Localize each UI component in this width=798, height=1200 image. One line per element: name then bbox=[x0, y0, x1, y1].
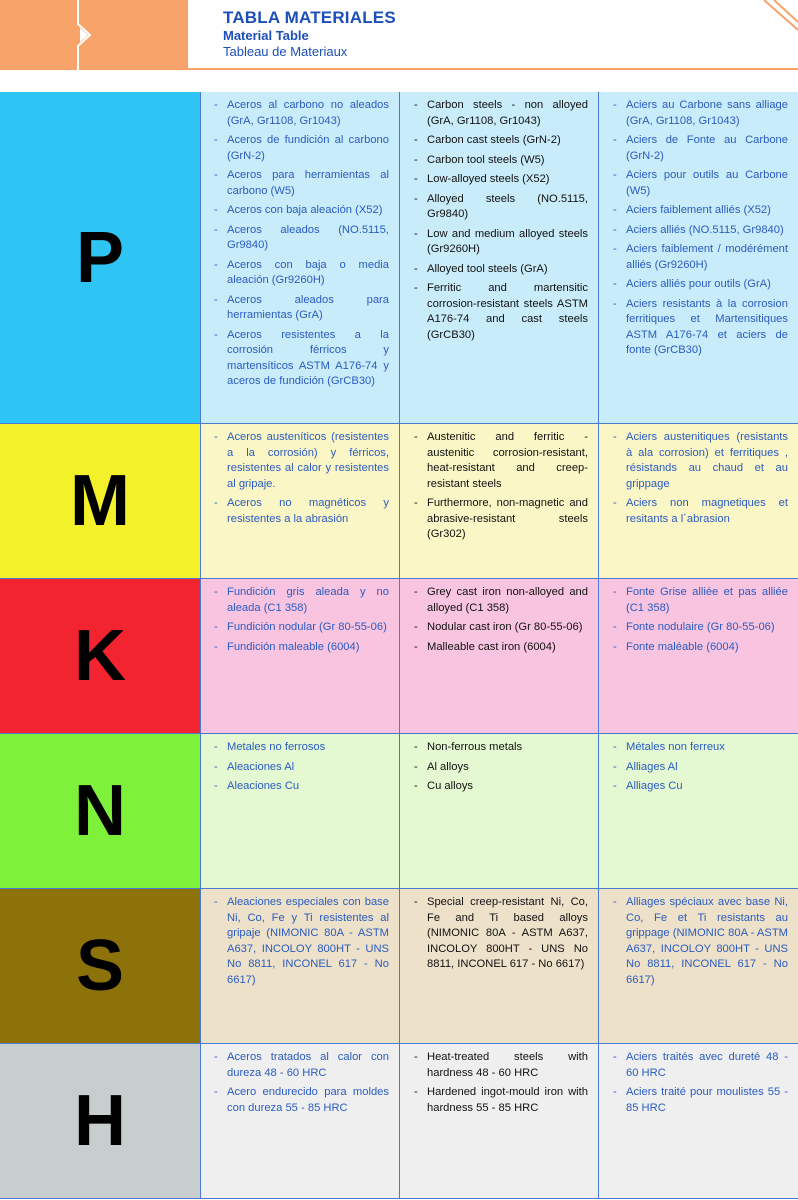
material-row-s bbox=[0, 889, 798, 1044]
material-letter: N bbox=[74, 771, 126, 851]
column-english bbox=[401, 734, 599, 888]
list-item: - Fundición maleable (6004) bbox=[211, 640, 389, 656]
list-item: - Aciers alliés (NO.5115, Gr9840) bbox=[610, 223, 788, 239]
header-underline bbox=[188, 68, 798, 70]
list-item: - Aceros con baja o media aleación (Gr9260H) bbox=[211, 258, 389, 289]
material-list bbox=[610, 740, 788, 795]
material-list bbox=[610, 585, 788, 655]
list-item: - Fundición gris aleada y no aleada (C1 358) bbox=[211, 585, 389, 616]
materials-table bbox=[0, 92, 798, 1199]
list-item: - Aleaciones Al bbox=[211, 760, 389, 776]
list-item: - Hardened ingot-mould iron with hardness 55 - 85 HRC bbox=[411, 1085, 588, 1116]
material-list bbox=[610, 98, 788, 359]
material-letter-cell bbox=[0, 734, 201, 888]
material-letter-cell bbox=[0, 1044, 201, 1198]
list-item: - Aceros no magnéticos y resistentes a la abrasión bbox=[211, 496, 389, 527]
list-item: - Fundición nodular (Gr 80-55-06) bbox=[211, 620, 389, 636]
material-letter: H bbox=[74, 1081, 126, 1161]
material-letter-cell bbox=[0, 92, 201, 423]
list-item: - Aceros con baja aleación (X52) bbox=[211, 203, 389, 219]
material-letter: S bbox=[75, 926, 125, 1006]
list-item: - Aceros tratados al calor con dureza 48 - 60 HRC bbox=[211, 1050, 389, 1081]
list-item: - Malleable cast iron (6004) bbox=[411, 640, 588, 656]
column-french bbox=[600, 1044, 798, 1198]
list-item: - Aceros para herramientas al carbono (W5) bbox=[211, 168, 389, 199]
column-english bbox=[401, 579, 599, 733]
list-item: - Ferritic and martensitic corrosion-resistant steels ASTM A176-74 and cast steels (GrCB30) bbox=[411, 281, 588, 343]
list-item: - Cu alloys bbox=[411, 779, 588, 795]
list-item: - Aciers austenitiques (resistants à ala corrosion) et ferritiques , résistands au chaud et au grippage bbox=[610, 430, 788, 492]
list-item: - Fonte maléable (6004) bbox=[610, 640, 788, 656]
list-item: - Low and medium alloyed steels (Gr9260H) bbox=[411, 227, 588, 258]
column-spanish bbox=[201, 92, 400, 423]
material-list bbox=[211, 740, 389, 795]
material-list bbox=[411, 585, 588, 655]
material-row-p bbox=[0, 92, 798, 424]
column-spanish bbox=[201, 734, 400, 888]
header-titles bbox=[223, 8, 396, 60]
list-item: - Furthermore, non-magnetic and abrasive-resistant steels (Gr302) bbox=[411, 496, 588, 543]
material-list bbox=[411, 895, 588, 973]
material-letter-cell bbox=[0, 424, 201, 578]
column-english bbox=[401, 889, 599, 1043]
list-item: - Grey cast iron non-alloyed and alloyed (C1 358) bbox=[411, 585, 588, 616]
material-list bbox=[211, 1050, 389, 1116]
page-subtitle-fr: Tableau de Materiaux bbox=[223, 44, 348, 59]
list-item: - Aceros austeníticos (resistentes a la corrosión) y férricos, resistentes al calor y resistentes al gripaje. bbox=[211, 430, 389, 492]
list-item: - Aciers au Carbone sans alliage (GrA, Gr1108, Gr1043) bbox=[610, 98, 788, 129]
material-list bbox=[411, 740, 588, 795]
material-letter: M bbox=[70, 461, 130, 541]
column-english bbox=[401, 424, 599, 578]
material-list bbox=[411, 1050, 588, 1116]
chevron-right-icon bbox=[76, 0, 106, 70]
column-spanish bbox=[201, 1044, 400, 1198]
material-list bbox=[211, 430, 389, 527]
material-row-k bbox=[0, 579, 798, 734]
material-list bbox=[411, 430, 588, 543]
list-item: - Carbon tool steels (W5) bbox=[411, 153, 588, 169]
page-title: TABLA MATERIALES bbox=[223, 8, 396, 27]
column-french bbox=[600, 424, 798, 578]
list-item: - Aciers pour outils au Carbone (W5) bbox=[610, 168, 788, 199]
list-item: - Aleaciones especiales con base Ni, Co, Fe y Ti resistentes al gripaje (NIMONIC 80A - ASTM A637, INCOLOY 800HT - UNS No 8811, INCONEL 617 - No 6617) bbox=[211, 895, 389, 988]
list-item: - Aciers non magnetiques et resitants a l´abrasion bbox=[610, 496, 788, 527]
material-list bbox=[610, 1050, 788, 1116]
material-row-m bbox=[0, 424, 798, 579]
material-list bbox=[610, 430, 788, 527]
header bbox=[0, 0, 798, 72]
list-item: - Aciers de Fonte au Carbone (GrN-2) bbox=[610, 133, 788, 164]
list-item: - Metales no ferrosos bbox=[211, 740, 389, 756]
list-item: - Alloyed tool steels (GrA) bbox=[411, 262, 588, 278]
list-item: - Aciers traité pour moulistes 55 - 85 HRC bbox=[610, 1085, 788, 1116]
material-list bbox=[211, 98, 389, 390]
material-row-h bbox=[0, 1044, 798, 1199]
material-row-n bbox=[0, 734, 798, 889]
list-item: - Fonte nodulaire (Gr 80-55-06) bbox=[610, 620, 788, 636]
list-item: - Alliages spéciaux avec base Ni, Co, Fe et Ti resistants au grippage (NIMONIC 80A - ASTM A637, INCOLOY 800HT - UNS No 8811, INCONEL 617 - No 6617) bbox=[610, 895, 788, 988]
list-item: - Al alloys bbox=[411, 760, 588, 776]
list-item: - Aceros al carbono no aleados (GrA, Gr1108, Gr1043) bbox=[211, 98, 389, 129]
list-item: - Austenitic and ferritic - austenitic corrosion-resistant, heat-resistant and creep-resistant steels bbox=[411, 430, 588, 492]
list-item: - Special creep-resistant Ni, Co, Fe and Ti based alloys (NIMONIC 80A - ASTM A637, INCOLOY 800HT - UNS No 8811, INCONEL 617 - No 6617) bbox=[411, 895, 588, 973]
list-item: - Alloyed steels (NO.5115, Gr9840) bbox=[411, 192, 588, 223]
list-item: - Non-ferrous metals bbox=[411, 740, 588, 756]
list-item: - Aciers resistants à la corrosion ferritiques et Martensitiques ASTM A176-74 et aciers de fonte (GrCB30) bbox=[610, 297, 788, 359]
list-item: - Carbon steels - non alloyed (GrA, Gr1108, Gr1043) bbox=[411, 98, 588, 129]
material-list bbox=[610, 895, 788, 988]
list-item: - Nodular cast iron (Gr 80-55-06) bbox=[411, 620, 588, 636]
material-list bbox=[211, 895, 389, 988]
list-item: - Aciers alliés pour outils (GrA) bbox=[610, 277, 788, 293]
material-list bbox=[411, 98, 588, 343]
list-item: - Aceros resistentes a la corrosión férricos y martensíticos ASTM A176-74 y aceros de fundición (GrCB30) bbox=[211, 328, 389, 390]
list-item: - Low-alloyed steels (X52) bbox=[411, 172, 588, 188]
column-spanish bbox=[201, 579, 400, 733]
list-item: - Aciers faiblement alliés (X52) bbox=[610, 203, 788, 219]
list-item: - Alliages Al bbox=[610, 760, 788, 776]
list-item: - Alliages Cu bbox=[610, 779, 788, 795]
list-item: - Aceros aleados para herramientas (GrA) bbox=[211, 293, 389, 324]
column-english bbox=[401, 92, 599, 423]
list-item: - Acero endurecido para moldes con dureza 55 - 85 HRC bbox=[211, 1085, 389, 1116]
material-letter-cell bbox=[0, 579, 201, 733]
material-letter-cell bbox=[0, 889, 201, 1043]
column-french bbox=[600, 92, 798, 423]
list-item: - Aceros de fundición al carbono (GrN-2) bbox=[211, 133, 389, 164]
list-item: - Aciers faiblement / modérément alliés (Gr9260H) bbox=[610, 242, 788, 273]
column-english bbox=[401, 1044, 599, 1198]
list-item: - Carbon cast steels (GrN-2) bbox=[411, 133, 588, 149]
column-french bbox=[600, 579, 798, 733]
list-item: - Métales non ferreux bbox=[610, 740, 788, 756]
list-item: - Aleaciones Cu bbox=[211, 779, 389, 795]
material-letter: K bbox=[74, 616, 126, 696]
material-letter: P bbox=[75, 217, 125, 298]
material-list bbox=[211, 585, 389, 655]
list-item: - Aciers traités avec dureté 48 - 60 HRC bbox=[610, 1050, 788, 1081]
page-subtitle-en: Material Table bbox=[223, 28, 309, 43]
corner-decoration-icon bbox=[758, 0, 798, 34]
list-item: - Heat-treated steels with hardness 48 - 60 HRC bbox=[411, 1050, 588, 1081]
column-french bbox=[600, 889, 798, 1043]
list-item: - Aceros aleados (NO.5115, Gr9840) bbox=[211, 223, 389, 254]
list-item: - Fonte Grise alliée et pas alliée (C1 358) bbox=[610, 585, 788, 616]
column-spanish bbox=[201, 889, 400, 1043]
column-french bbox=[600, 734, 798, 888]
column-spanish bbox=[201, 424, 400, 578]
